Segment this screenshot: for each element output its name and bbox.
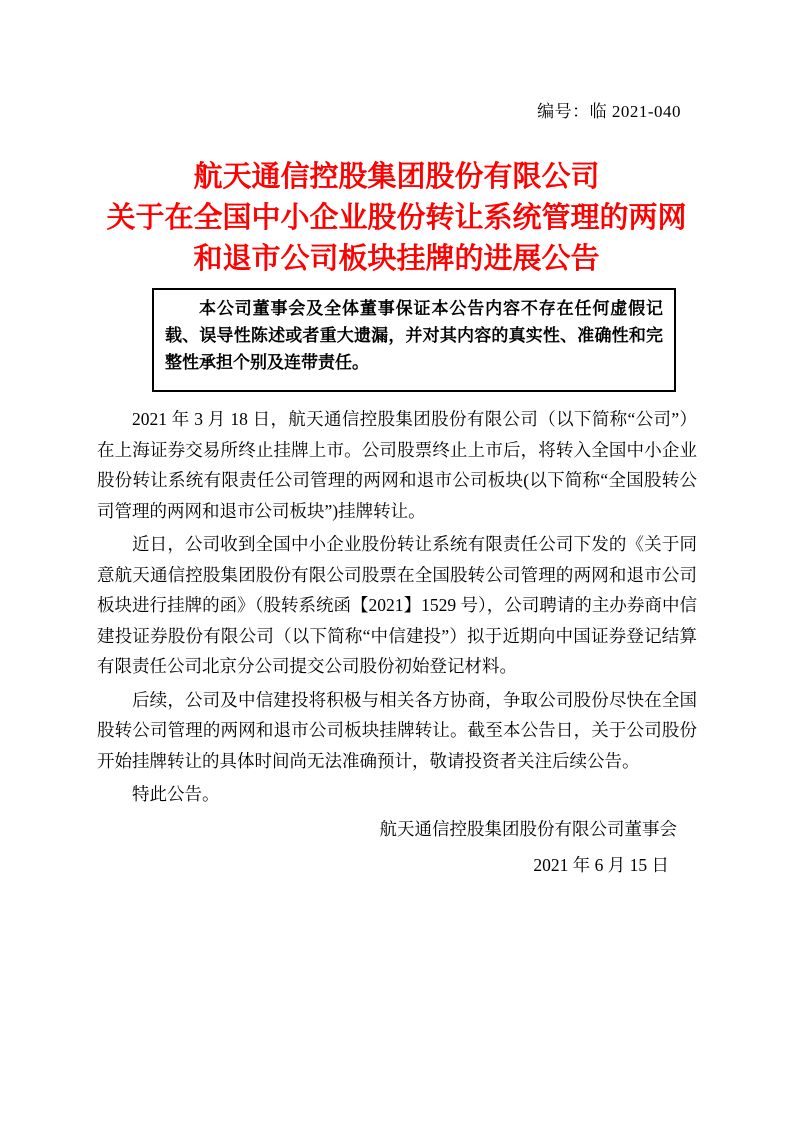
title-line-2: 关于在全国中小企业股份转让系统管理的两网 (106, 202, 687, 234)
title-line-3: 和退市公司板块挂牌的进展公告 (193, 243, 600, 275)
body-paragraph-2: 近日，公司收到全国中小企业股份转让系统有限责任公司下发的《关于同意航天通信控股集团股份有限公司股票在全国股转公司管理的两网和退市公司板块进行挂牌的函》（股转系统函【2021】1529 号），公司聘请的主办券商中信建投证券股份有限公司（以下简称“中信建投”）拟于近期向中国证券登记结算有限责任公司北京分公司提交公司股份初始登记材料。 (97, 534, 697, 676)
page-title (0, 157, 793, 280)
body-paragraph-1: 2021 年 3 月 18 日，航天通信控股集团股份有限公司（以下简称“公司”）在上海证券交易所终止挂牌上市。公司股票终止上市后，将转入全国中小企业股份转让系统有限责任公司管理的两网和退市公司板块(以下简称“全国股转公司管理的两网和退市公司板块”)挂牌转让。 (97, 409, 697, 521)
announcement-date: 2021 年 6 月 15 日 (533, 854, 669, 875)
disclaimer-text: 本公司董事会及全体董事保证本公告内容不存在任何虚假记载、误导性陈述或者重大遗漏，并对其内容的真实性、准确性和完整性承担个别及连带责任。 (165, 299, 663, 372)
signature: 航天通信控股集团股份有限公司董事会 (379, 818, 677, 839)
document-number: 编号：临 2021-040 (537, 102, 681, 121)
body-paragraph-3: 后续，公司及中信建投将积极与相关各方协商，争取公司股份尽快在全国股转公司管理的两网和退市公司板块挂牌转让。截至本公告日，关于公司股份开始挂牌转让的具体时间尚无法准确预计，敬请投资者关注后续公告。 (97, 689, 697, 771)
title-line-1: 航天通信控股集团股份有限公司 (193, 161, 600, 193)
body-paragraph-4: 特此公告。 (132, 784, 220, 804)
disclaimer-box (152, 288, 676, 392)
announcement-body (97, 404, 697, 885)
